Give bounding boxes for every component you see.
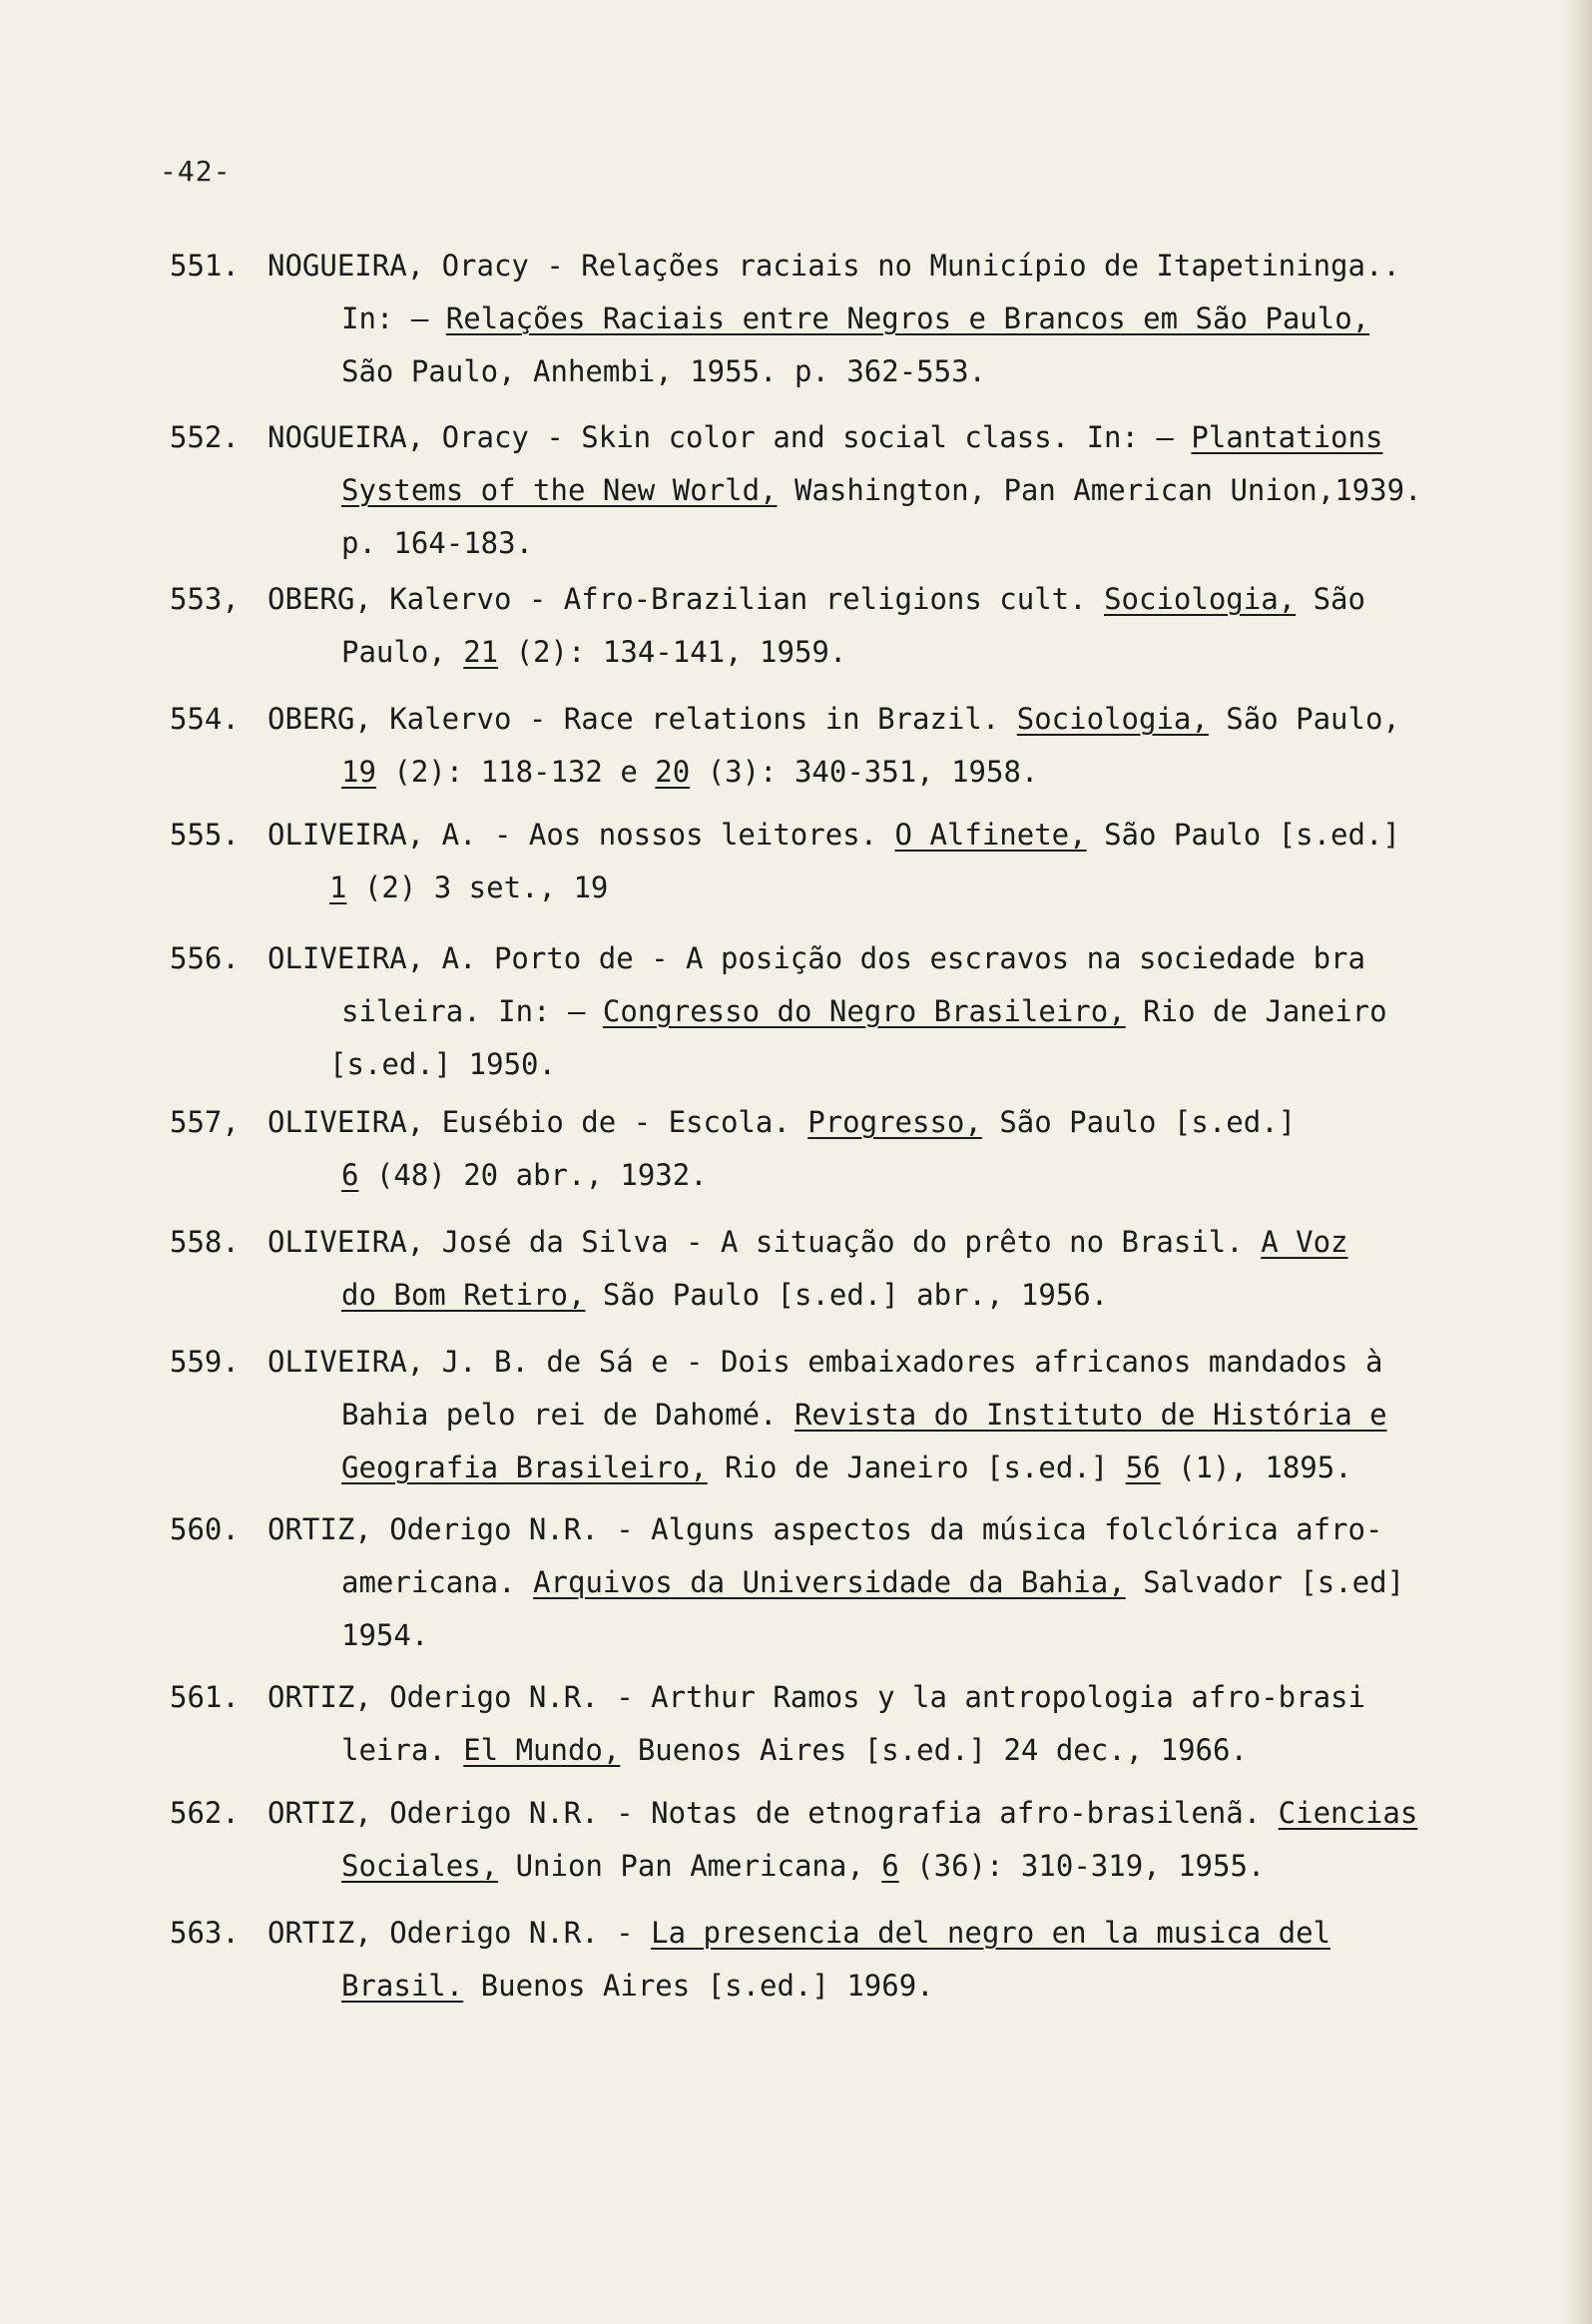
publication-title: Progresso, <box>807 1105 982 1139</box>
entry-number: 554. <box>170 702 240 736</box>
entry-text: Union Pan Americana, <box>498 1849 882 1883</box>
entry-number: 553, <box>170 582 240 616</box>
publication-title: Geografia Brasileiro, <box>341 1451 708 1484</box>
entry-text: Washington, Pan American Union,1939. <box>777 473 1422 507</box>
entry-line <box>170 1269 1417 1322</box>
publication-title: Relações Raciais entre Negros e Brancos em São Paulo, <box>445 301 1370 335</box>
entry-text: Buenos Aires [s.ed.] 1969. <box>463 1969 934 2003</box>
publication-title: A Voz <box>1261 1225 1348 1259</box>
bibliography-entry-558 <box>170 1216 1417 1322</box>
publication-title: Revista do Instituto de História e <box>794 1398 1387 1432</box>
bibliography-entry-555 <box>170 809 1417 914</box>
entry-text: OLIVEIRA, José da Silva - A situação do prêto no Brasil. <box>267 1225 1262 1259</box>
entry-line <box>170 985 1417 1038</box>
entry-text: NOGUEIRA, Oracy - Skin color and social class. In: — <box>267 420 1192 454</box>
entry-text: Bahia pelo rei de Dahomé. <box>341 1398 795 1432</box>
bibliography-entry-554 <box>170 693 1417 799</box>
entry-line <box>170 1336 1417 1389</box>
volume-number: 1 <box>329 871 347 904</box>
bibliography-entry-563 <box>170 1907 1417 2013</box>
volume-number: 20 <box>655 755 691 789</box>
publication-title: Plantations <box>1191 420 1383 454</box>
publication-title: O Alfinete, <box>894 818 1087 852</box>
entry-number: 559. <box>170 1345 240 1379</box>
entry-line <box>170 809 1417 862</box>
entry-number: 552. <box>170 420 240 454</box>
entry-line <box>170 464 1422 517</box>
volume-number: 19 <box>341 755 376 789</box>
entry-line <box>170 1840 1417 1893</box>
publication-title: La presencia del negro en la musica del <box>651 1916 1331 1950</box>
entry-number: 557, <box>170 1105 240 1139</box>
entry-text: São <box>1296 582 1365 616</box>
entry-line <box>170 1096 1417 1149</box>
entry-line <box>170 1556 1417 1609</box>
entry-number: 562. <box>170 1796 240 1830</box>
entry-line <box>170 693 1417 746</box>
entry-line <box>170 1149 1417 1202</box>
publication-title: Sociales, <box>341 1849 499 1883</box>
entry-text: In: — <box>341 301 446 335</box>
bibliography-entry-552 <box>170 411 1422 570</box>
entry-text: p. 164-183. <box>341 526 534 560</box>
entry-text: ORTIZ, Oderigo N.R. - Arthur Ramos y la antropologia afro-brasi <box>267 1680 1365 1714</box>
entry-line <box>170 932 1417 985</box>
entry-text: (3): 340-351, 1958. <box>690 755 1039 789</box>
entry-text: OBERG, Kalervo - Afro-Brazilian religions cult. <box>267 582 1105 616</box>
bibliography-entry-556 <box>170 932 1417 1091</box>
entry-number: 563. <box>170 1916 240 1950</box>
publication-title: Ciencias <box>1278 1796 1418 1830</box>
entry-line <box>170 517 1417 570</box>
entry-text: (48) 20 abr., 1932. <box>358 1158 708 1192</box>
entry-text: Buenos Aires [s.ed.] 24 dec., 1966. <box>620 1733 1248 1767</box>
entry-line <box>170 1442 1417 1494</box>
page-edge-shadow <box>1564 0 1592 2324</box>
entry-line <box>170 746 1417 799</box>
bibliography-entry-557 <box>170 1096 1417 1202</box>
entry-text: NOGUEIRA, Oracy - Relações raciais no Município de Itapetininga.. <box>267 249 1400 283</box>
entry-line <box>170 1907 1417 1960</box>
publication-title: Systems of the New World, <box>341 473 778 507</box>
entry-text: São Paulo, Anhembi, 1955. p. 362-553. <box>341 354 987 388</box>
entry-line <box>170 1724 1417 1777</box>
entry-line <box>170 1389 1417 1442</box>
entry-line <box>170 1038 1417 1091</box>
entry-line <box>170 626 1417 679</box>
entry-number: 556. <box>170 941 240 975</box>
entry-text: São Paulo [s.ed.] <box>1086 818 1400 852</box>
bibliography-entry-559 <box>170 1336 1417 1494</box>
entry-text: (2): 118-132 e <box>375 755 656 789</box>
entry-line <box>170 292 1417 345</box>
volume-number: 6 <box>881 1849 899 1883</box>
entry-text: São Paulo [s.ed.] <box>981 1105 1297 1139</box>
entry-text: sileira. In: — <box>341 994 603 1028</box>
volume-number: 6 <box>341 1158 359 1192</box>
entry-text: Paulo, <box>341 635 464 669</box>
entry-number: 555. <box>170 818 240 852</box>
entry-text: (1), 1895. <box>1160 1451 1352 1484</box>
entry-line <box>170 1609 1417 1662</box>
entry-text: americana. <box>341 1565 534 1599</box>
entry-text: OLIVEIRA, Eusébio de - Escola. <box>267 1105 808 1139</box>
page-number: -42- <box>160 155 232 188</box>
entry-line <box>170 573 1417 626</box>
entry-text: [s.ed.] 1950. <box>329 1047 556 1081</box>
entry-number: 561. <box>170 1680 240 1714</box>
entry-text: OLIVEIRA, J. B. de Sá e - Dois embaixadores africanos mandados à <box>267 1345 1383 1379</box>
publication-title: El Mundo, <box>463 1733 621 1767</box>
entry-text: 1954. <box>341 1618 429 1652</box>
publication-title: Congresso do Negro Brasileiro, <box>602 994 1126 1028</box>
entry-line <box>170 1960 1417 2013</box>
entry-line <box>170 1503 1417 1556</box>
volume-number: 56 <box>1125 1451 1161 1484</box>
entry-line <box>170 1787 1417 1840</box>
entry-text: leira. <box>341 1733 464 1767</box>
bibliography-entry-551 <box>170 240 1417 398</box>
entry-text: OLIVEIRA, A. Porto de - A posição dos escravos na sociedade bra <box>267 941 1365 975</box>
entry-line <box>170 1671 1417 1724</box>
bibliography-entry-560 <box>170 1503 1417 1662</box>
publication-title: Sociologia, <box>1016 702 1209 736</box>
publication-title: Sociologia, <box>1104 582 1297 616</box>
entry-text: (2): 134-141, 1959. <box>498 635 847 669</box>
entry-text: OLIVEIRA, A. - Aos nossos leitores. <box>267 818 895 852</box>
bibliography-entry-553 <box>170 573 1417 679</box>
entry-text: ORTIZ, Oderigo N.R. - Alguns aspectos da música folclórica afro- <box>267 1512 1383 1546</box>
publication-title: do Bom Retiro, <box>341 1278 586 1312</box>
entry-line <box>170 411 1417 464</box>
publication-title: Brasil. <box>341 1969 464 2003</box>
entry-number: 551. <box>170 249 240 283</box>
publication-title: Arquivos da Universidade da Bahia, <box>533 1565 1126 1599</box>
volume-number: 21 <box>463 635 499 669</box>
entry-text: ORTIZ, Oderigo N.R. - Notas de etnografia afro-brasilenã. <box>267 1796 1279 1830</box>
entry-text: (36): 310-319, 1955. <box>898 1849 1266 1883</box>
entry-number: 558. <box>170 1225 240 1259</box>
entry-number: 560. <box>170 1512 240 1546</box>
entry-text: Rio de Janeiro <box>1125 994 1387 1028</box>
entry-line <box>170 1216 1417 1269</box>
entry-text: ORTIZ, Oderigo N.R. - <box>267 1916 652 1950</box>
entry-text: São Paulo [s.ed.] abr., 1956. <box>585 1278 1109 1312</box>
entry-text: São Paulo, <box>1208 702 1400 736</box>
entry-text: OBERG, Kalervo - Race relations in Brazil. <box>267 702 1017 736</box>
entry-line <box>170 240 1417 292</box>
bibliography-entry-562 <box>170 1787 1417 1893</box>
entry-text: (2) 3 set., 19 <box>346 871 609 904</box>
entry-line <box>170 345 1417 398</box>
entry-text: Rio de Janeiro [s.ed.] <box>707 1451 1126 1484</box>
bibliography-entry-561 <box>170 1671 1417 1777</box>
entry-text: Salvador [s.ed] <box>1125 1565 1405 1599</box>
entry-line <box>170 862 1417 914</box>
